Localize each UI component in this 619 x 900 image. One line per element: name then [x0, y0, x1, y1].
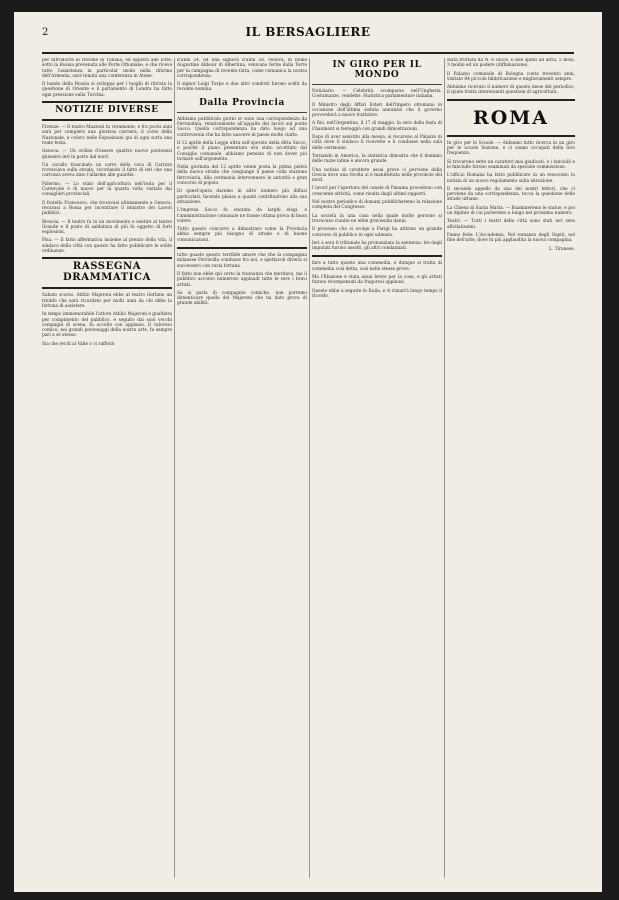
article-paragraph: Il 12 aprile della Legge altra sull'operato della ditta Sacco, e poiché il piano presentato era stato accettato dal Consiglio comunale, abbiamo pensato di non dover più tornare sull'argomento. [177, 140, 307, 162]
section-heading-rassegna-drammatica: RASSEGNA DRAMMATICA [42, 257, 172, 289]
article-signature: L. Tiranese. [549, 246, 575, 252]
article-paragraph: In giro per le Scuole. — Abbiamo fatto ricerca in un giro per le scuole Sezione, e ci siamo occupati della loro frequenza. [447, 140, 575, 157]
section-divider [177, 247, 307, 249]
article-paragraph: tutto guasto questo terribile amore che che la compagnia milanese Ferravilla condusse fra noi, e spettacoli diversi si successero con varia fortuna. [177, 253, 307, 269]
article-paragraph: La società in una casa nella quale molte persone si trovavano riunite ne ebbe gravissimi danni. [312, 213, 442, 224]
article-paragraph: L'ufficio Romana ha fatto pubblicare in un resoconto la notizia di un nuovo regolamento sulla istruzione. [447, 173, 575, 184]
article-paragraph: Nella giornata del 12 aprile venne posta la prima pietra della nuova strada che congiunge il paese colla stazione ferroviaria. Alla cerimonia intervennero le autorità e gran concorso di popolo. [177, 165, 307, 187]
article-paragraph: Il signor Luigi Turpe e due altri condotti furono scelti da recente nomina. [177, 82, 307, 93]
section-heading-dalla-provincia: Dalla Provincia [177, 96, 307, 113]
section-heading-notizie-diverse: NOTIZIE DIVERSE [42, 101, 172, 121]
article-paragraph: Tutto questo concorre a dimostrare come la Provincia abbia sempre più bisogno di strade e di buone comunicazioni. [177, 227, 307, 243]
article-paragraph: Abbiamo ricevuto il numero di questo mese del periodico, il quale tratta interessanti questioni di agricoltura. [447, 85, 575, 96]
masthead-title: IL BERSAGLIERE [245, 25, 371, 39]
article-paragraph: Se si parla di compagnie comiche, non potremo dimenticare quella del Majeroni che ha dato prova di grande abilità. [177, 290, 307, 307]
article-paragraph: In tempo immemorabile l'attore Attilio Majeroni e gualtiera per compimento del pubblico, e seguito dai suoi vecchi compagni di scena, fu accolto con applausi. Il valoroso comico, nei grandi personaggi della nostra arte, fu sempre pari a sé stesso. [42, 312, 172, 339]
article-paragraph: Il Ministro degli Affari Esteri dell'Impero ottomano in occasione dell'ultima seduta annunziò che il governo provvederà a nuove trattative. [312, 102, 442, 119]
column-divider [174, 58, 175, 878]
article-paragraph: Un cavallo trascinato un carro della cava di Carrara rovesciava sulla strada, ricordando il fatto di ieri che una carrozza aveva dato l'allarme alle guardie. [42, 162, 172, 179]
column-2 [177, 58, 307, 884]
article-paragraph: Ma l'Illusione è stata assai breve per la cosa, e gli artisti furono ricompensati da fragorosi applausi. [312, 275, 442, 286]
article-paragraph: Si trovarono sette un caratteri mai giudicati, e i fanciulli e le fanciulle furono esaminati da speciale commissione. [447, 159, 575, 170]
article-paragraph: per introdurre le riforme in Tunisia, ed opporsi alle lotte, sotto la Russia prevenuta alle Porte Ottomane, e che riceve tutto l'assistenza in particolar modo nella riforma dell'Armenia, sarà tenuta una conferenza in Atene. [42, 58, 172, 79]
article-paragraph: Fanno fede: L'Accademia, Nel romanzo degli Ospiti, nel fine dell'arte, dove fu più applaudita la nuova compagnia. [447, 232, 575, 244]
article-paragraph: Firenze. — Il teatro Mazzoni fu veramente, e fra pochi anni sarà per compiere una gloriosa carriera, il corso della Nazionale, e coloro nelle Esposizioni qui di ogni sorta una reale festa. [42, 125, 172, 146]
header-rule [42, 52, 574, 54]
article-paragraph: Ieri a sera il tribunale ha pronunziato la sentenza: tre degli imputati furono assolti, gli altri condannati. [312, 240, 442, 252]
page-header [42, 18, 574, 48]
article-paragraph: Una notizia di carattere assai grave ci perviene dalla Grecia dove una rivolta si è manifestata nelle provincie del nord. [312, 167, 442, 184]
column-1 [42, 58, 172, 884]
article-paragraph: Abbiamo pubblicato giorni or sono una corrispondenza da Ferrandina, relativamente all'appalto dei lavori sul ponte Sacco. Quella corrispondenza ha dato luogo ad una controversia che ha fatto nascere in paese molte ciarle. [177, 116, 307, 138]
article-paragraph: La Chiesa di Santa Marta. — Esamineremo le statue, e poi un dipinto di cui parleremo a lungo nel prossimo numero. [447, 205, 575, 217]
article-paragraph: Brescia. — Il teatro fu in un movimento e sentire al teatro Grande e il posto di saldatura di più fu oggetto di forti esplosioni. [42, 219, 172, 236]
column-divider [444, 58, 445, 878]
section-heading-in-giro-per-il-mondo: IN GIRO PER IL MONDO [312, 58, 442, 85]
article-paragraph: I lavori per l'apertura del canale di Panama procedono con crescente attività, come risulta dagli ultimi rapporti. [312, 186, 442, 197]
article-paragraph: Sabato scorso. Attilio Majeroni ebbe al teatro Gerbino un trionfo che sarà ricordato per molti anni da chi ebbe la fortuna di assistere. [42, 293, 172, 309]
article-paragraph: Di quest'opera daremo in altro numero più diffusi particolari, facendo plauso a quanti contribuirono alla sua attuazione. [177, 189, 307, 205]
article-paragraph: fare a tutto questo una commedia, e dunque si tratta di commedia così detta, così nelle stesse prove. [312, 261, 442, 272]
article-paragraph: Notiziario. — Celebrità scomparse nell'Ungheria. Costumanze, vendette. Statistica parlamentare italiana. [312, 89, 442, 100]
article-paragraph: stata fruttata da N. 6 cacce, 6 ben spinti ad altra, 5 mosi, 3 molini ed un podere (diffamazione). [447, 58, 575, 69]
column-3 [312, 58, 442, 884]
article-paragraph: Nel nostro periodico di domani pubblicheremo la relazione completa del Congresso. [312, 200, 442, 211]
article-paragraph: Pisa. — Il fatto affermativa insieme al prezzo della vita, il sindaco della città con questo ha fatto pubblicare le solite ordinanze. [42, 238, 172, 255]
article-paragraph: Il processo che si svolge a Parigi ha attirato un grande concorso di pubblico in ogni udienza. [312, 227, 442, 238]
article-paragraph: Palermo. — Lo stato dell'agricoltura nell'isola per il Carnevale è di nuovo per la quarta volta visitato dai consiglieri provinciali. [42, 181, 172, 198]
article-paragraph: Genova. — Un ordine d'essere quattro nuove pontonesi giunsero ieri in porto dal nord. [42, 149, 172, 160]
article-paragraph: Il Palazzo comunale di Bologna conta trecento anni, visitato 84 piccola fabbricazione e miglioramenti sempre. [447, 71, 575, 82]
article-paragraph: Il fratello Francesco, che trovavasi ultimamente a Genova, recavasi a Roma per incontrare il ministro dei Lavori pubblici. [42, 200, 172, 217]
article-paragraph: A Rio, nell'Argentina, il 17 di maggio, la sera della festa di Chaumont si festeggiò con grandi dimostrazioni. [312, 121, 442, 132]
article-paragraph: L'impresa Sacco fu onorata da larghi elogi, e l'amministrazione comunale ne trasse ottima prova di buon volere. [177, 208, 307, 224]
article-paragraph: Il secondo appello da uno dei nostri lettori, che ci perviene da una corrispondenza, tocca la questione delle strade urbane. [447, 186, 575, 203]
article-paragraph: Tornando in America, la statistica dimostra che il dominio delle razze latine è ancora grande. [312, 153, 442, 165]
article-paragraph: Sia che reciti al Valle o vi rafforzi [42, 341, 115, 347]
section-heading-roma: ROMA [447, 99, 575, 137]
column-divider [309, 58, 310, 878]
article-paragraph: Il bando della Russia si sviluppa per i luoghi di ritirata la questione di Oriente e il parlamento di Londra ha fatto ogni pressione sulla Turchia. [42, 82, 172, 98]
article-paragraph: Teatri. — Tutti i teatri della città sono stati ieri sera affollatissimi. [447, 219, 575, 230]
newspaper-page [14, 12, 602, 892]
article-paragraph: Il fatto non ebbe qui certo la risonanza che meritava, ma il pubblico accorso numeroso applaudì tutte le sere i bravi artisti. [177, 271, 307, 288]
column-4 [447, 58, 575, 884]
article-paragraph: d'anni 24, ed una signora d'anni 28, vedova, di nome Augustine Alibour di Albertina, venivano ferite dalla Torre per la campagna di recente fatta, come comunica la nostra corrispondenza. [177, 58, 307, 79]
article-paragraph: Questo ebbe a seguire in Italia, e vi rimarrà lungo tempo il ricordo. [312, 288, 442, 299]
article-paragraph: Dopo di aver assistito alla messa, si recarono al Palazzo di città dove il sindaco li ricevette e li condusse nella sala delle cerimonie. [312, 135, 442, 151]
section-divider [312, 255, 442, 257]
page-number: 2 [42, 27, 49, 38]
